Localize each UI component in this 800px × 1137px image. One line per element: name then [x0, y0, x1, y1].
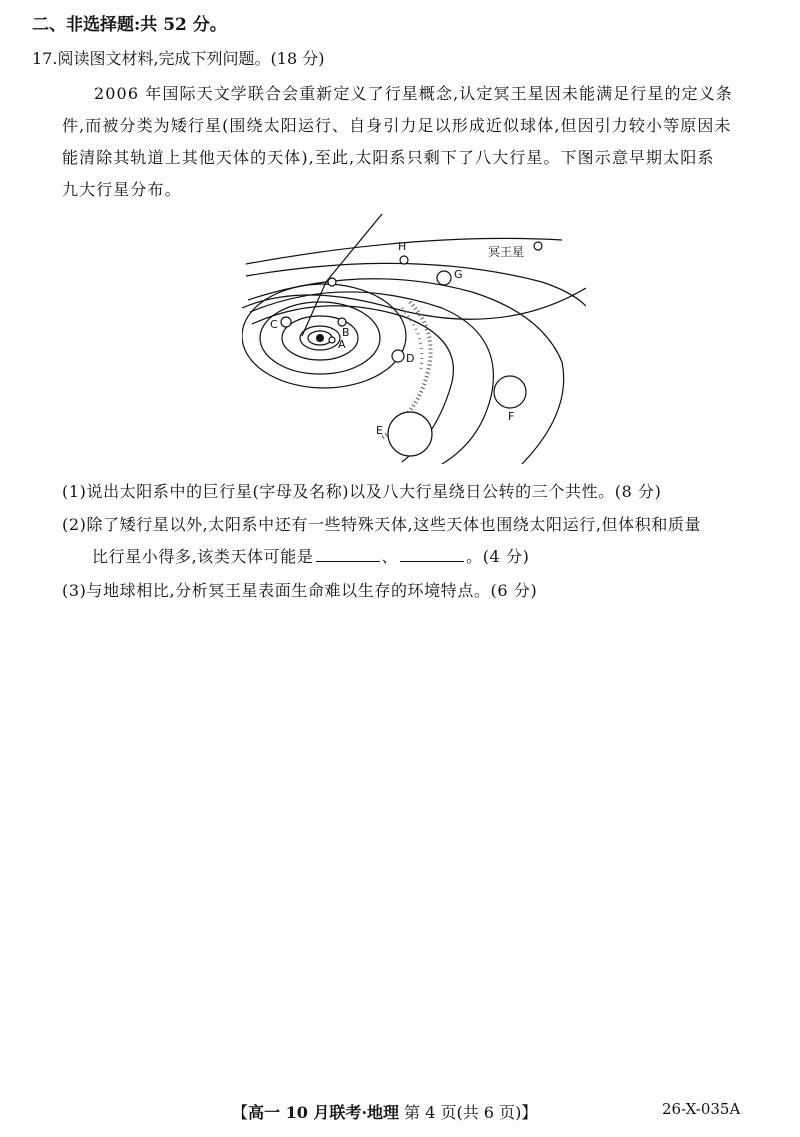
pluto-orbit — [242, 288, 586, 319]
footer-exam: 高一 10 月联考 — [248, 1103, 362, 1122]
sub-question-3: (3)与地球相比,分析冥王星表面生命难以生存的环境特点。(6 分) — [62, 581, 538, 600]
footer-bracket: 【 — [232, 1103, 249, 1122]
sub-question-2-line-2 — [92, 544, 529, 567]
material-paragraph — [62, 78, 774, 206]
label-H: H — [398, 240, 407, 253]
question-title: 17.阅读图文材料,完成下列问题。(18 分) — [32, 49, 325, 68]
answer-blank-1 — [316, 547, 380, 562]
separator: 、 — [381, 547, 399, 566]
label-G: G — [454, 268, 463, 281]
comet-head — [328, 278, 336, 286]
planet-A — [329, 337, 335, 343]
planet-B — [338, 318, 346, 326]
sub-question-2-line-1: (2)除了矮行星以外,太阳系中还有一些特殊天体,这些天体也围绕太阳运行,但体积和质量 — [62, 515, 702, 534]
comet-line — [326, 214, 382, 282]
footer-page: 第 4 页(共 6 页) — [404, 1103, 522, 1122]
planet-H — [400, 256, 408, 264]
sub-question-1: (1)说出太阳系中的巨行星(字母及名称)以及八大行星绕日公转的三个共性。(8 分) — [62, 482, 662, 501]
sub-question-2-text: 比行星小得多,该类天体可能是 — [92, 547, 314, 566]
label-F: F — [508, 410, 515, 423]
label-D: D — [406, 352, 415, 365]
paragraph-line: 九大行星分布。 — [62, 180, 182, 199]
footer-subject: 地理 — [367, 1103, 400, 1122]
paragraph-line: 2006 年国际天文学联合会重新定义了行星概念,认定冥王星因未能满足行星的定义条 — [94, 84, 733, 103]
footer-bracket: 】 — [521, 1103, 538, 1122]
section-heading: 二、非选择题:共 52 分。 — [32, 15, 227, 35]
label-E: E — [376, 424, 383, 437]
planet-F — [494, 376, 526, 408]
label-A: A — [338, 338, 346, 351]
paragraph-line: 能清除其轨道上其他天体的天体),至此,太阳系只剩下了八大行星。下图示意早期太阳系 — [62, 148, 715, 167]
solar-system-diagram — [242, 212, 586, 464]
paper-code: 26-X-035A — [662, 1100, 741, 1118]
footer-dot: · — [361, 1103, 368, 1122]
orbit-outer-2 — [246, 263, 586, 306]
label-B: B — [342, 326, 350, 339]
label-pluto: 冥王星 — [488, 245, 525, 259]
planet-G — [437, 271, 451, 285]
page-footer — [232, 1100, 537, 1123]
sun — [316, 334, 324, 342]
sub-question-2-points: 。(4 分) — [466, 547, 530, 566]
planet-D — [392, 350, 404, 362]
planet-C — [281, 317, 291, 327]
answer-blank-2 — [400, 547, 464, 562]
paragraph-line: 件,而被分类为矮行星(围绕太阳运行、自身引力足以形成近似球体,但因引力较小等原因未 — [62, 116, 732, 135]
planet-pluto — [534, 242, 542, 250]
planet-E — [388, 412, 432, 456]
label-C: C — [270, 318, 278, 331]
